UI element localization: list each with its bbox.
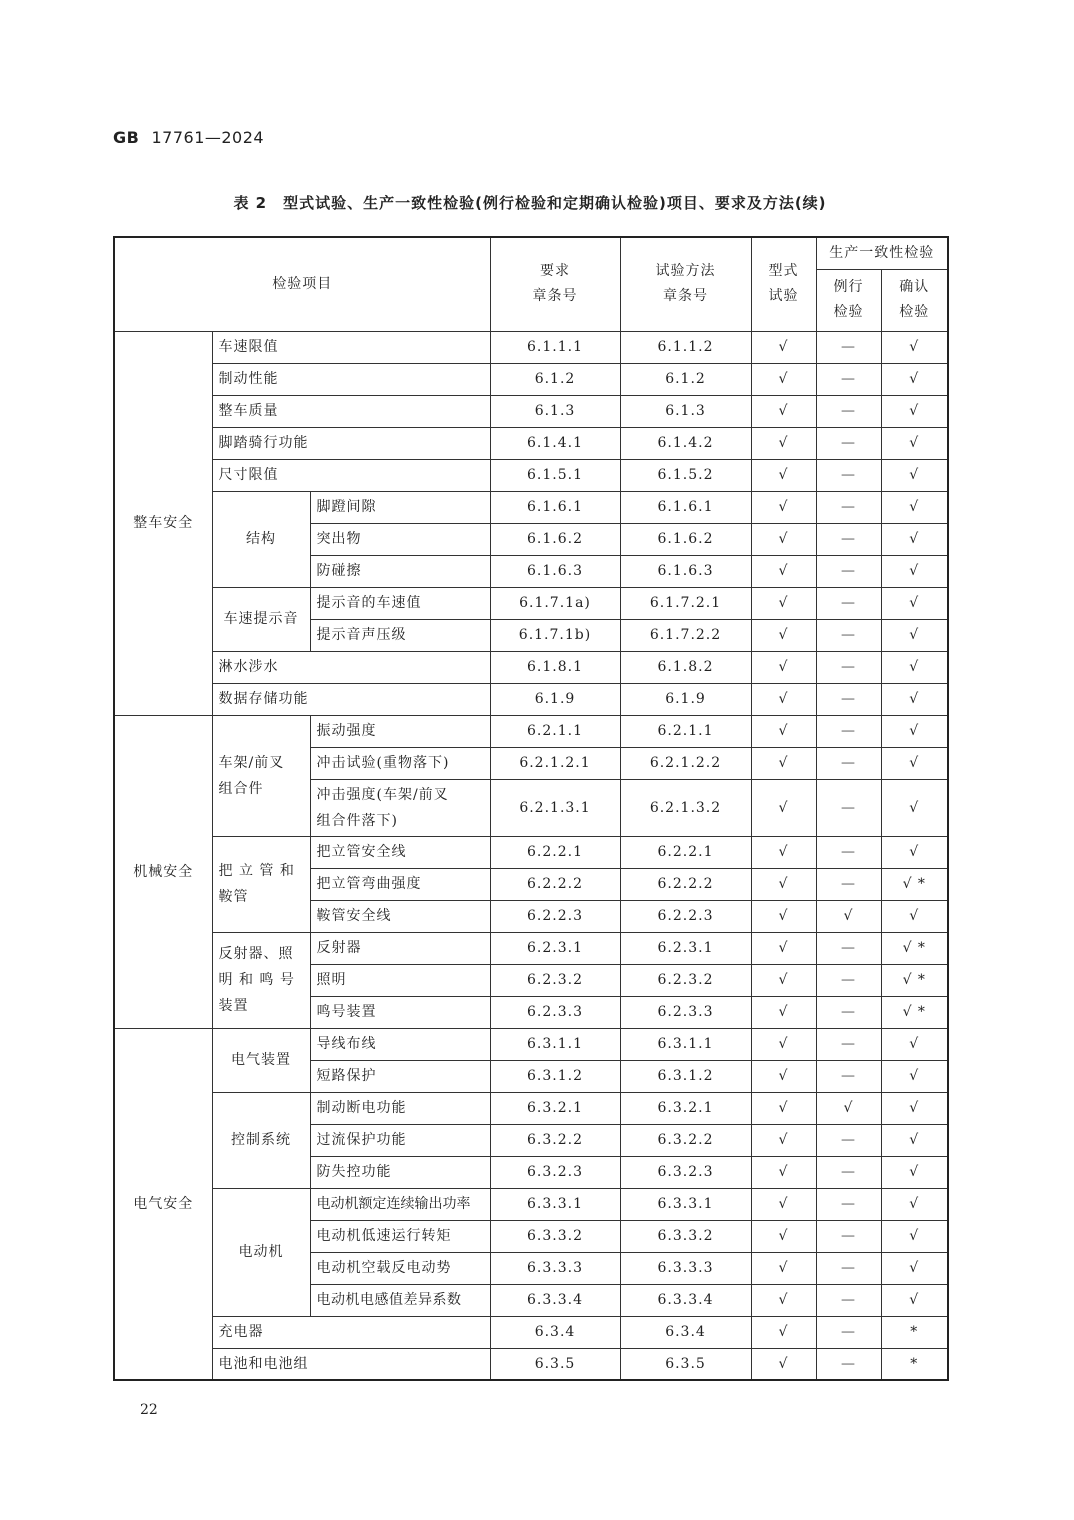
type-test-mark: √ <box>751 587 816 619</box>
routine-mark: — <box>816 683 881 715</box>
item-name: 提示音的车速值 <box>310 587 490 619</box>
method-clause: 6.1.7.2.2 <box>620 619 751 651</box>
method-clause: 6.3.4 <box>620 1316 751 1348</box>
table-row <box>114 427 948 459</box>
table-row <box>114 1316 948 1348</box>
table-header <box>114 237 948 331</box>
subcategory-reflector-lighting: 反射器、照 明 和 鸣 号 装置 <box>212 932 310 1028</box>
method-clause: 6.1.1.2 <box>620 331 751 363</box>
item-name: 过流保护功能 <box>310 1124 490 1156</box>
type-test-mark: √ <box>751 395 816 427</box>
confirm-mark: √ <box>881 459 948 491</box>
type-test-mark: √ <box>751 1124 816 1156</box>
item-name: 突出物 <box>310 523 490 555</box>
req-clause: 6.2.3.3 <box>490 996 620 1028</box>
item-name: 尺寸限值 <box>212 459 490 491</box>
req-clause: 6.1.4.1 <box>490 427 620 459</box>
method-clause: 6.1.6.2 <box>620 523 751 555</box>
routine-mark: — <box>816 1252 881 1284</box>
item-name: 电动机额定连续输出功率 <box>310 1188 490 1220</box>
method-clause: 6.2.1.2.2 <box>620 747 751 779</box>
method-clause: 6.1.6.3 <box>620 555 751 587</box>
method-clause: 6.3.2.3 <box>620 1156 751 1188</box>
type-test-mark: √ <box>751 1188 816 1220</box>
confirm-mark: √ <box>881 619 948 651</box>
routine-mark: — <box>816 331 881 363</box>
type-test-mark: √ <box>751 1060 816 1092</box>
item-name: 把立管弯曲强度 <box>310 868 490 900</box>
req-clause: 6.1.5.1 <box>490 459 620 491</box>
table-row <box>114 1028 948 1060</box>
method-clause: 6.2.3.3 <box>620 996 751 1028</box>
subcategory-electrical-device: 电气装置 <box>212 1028 310 1092</box>
req-clause: 6.1.7.1a) <box>490 587 620 619</box>
req-clause: 6.3.2.3 <box>490 1156 620 1188</box>
confirm-mark: √ <box>881 587 948 619</box>
table-row <box>114 932 948 964</box>
table-row <box>114 1348 948 1380</box>
req-clause: 6.3.2.1 <box>490 1092 620 1124</box>
routine-mark: — <box>816 587 881 619</box>
confirm-mark: √ <box>881 331 948 363</box>
item-name: 脚踏骑行功能 <box>212 427 490 459</box>
table-caption: 表 2 型式试验、生产一致性检验(例行检验和定期确认检验)项目、要求及方法(续) <box>233 194 827 212</box>
type-test-mark: √ <box>751 779 816 836</box>
item-name: 防失控功能 <box>310 1156 490 1188</box>
type-test-mark: √ <box>751 427 816 459</box>
routine-mark: — <box>816 523 881 555</box>
method-clause: 6.3.3.3 <box>620 1252 751 1284</box>
type-test-mark: √ <box>751 1284 816 1316</box>
table-row <box>114 331 948 363</box>
routine-mark: — <box>816 715 881 747</box>
confirm-mark: √ <box>881 747 948 779</box>
method-clause: 6.2.1.1 <box>620 715 751 747</box>
routine-mark: — <box>816 836 881 868</box>
item-name: 电池和电池组 <box>212 1348 490 1380</box>
confirm-mark: √ <box>881 900 948 932</box>
type-test-mark: √ <box>751 1316 816 1348</box>
item-name: 整车质量 <box>212 395 490 427</box>
item-name: 电动机空载反电动势 <box>310 1252 490 1284</box>
routine-mark: — <box>816 747 881 779</box>
type-test-mark: √ <box>751 747 816 779</box>
table-row <box>114 395 948 427</box>
method-clause: 6.1.8.2 <box>620 651 751 683</box>
type-test-mark: √ <box>751 1220 816 1252</box>
req-clause: 6.1.8.1 <box>490 651 620 683</box>
confirm-mark: √ * <box>881 964 948 996</box>
confirm-mark: √ <box>881 1092 948 1124</box>
type-test-mark: √ <box>751 619 816 651</box>
type-test-mark: √ <box>751 1348 816 1380</box>
req-clause: 6.2.1.3.1 <box>490 779 620 836</box>
item-name: 鞍管安全线 <box>310 900 490 932</box>
subcategory-structure: 结构 <box>212 491 310 587</box>
type-test-mark: √ <box>751 491 816 523</box>
type-test-mark: √ <box>751 651 816 683</box>
confirm-mark: √ <box>881 523 948 555</box>
req-clause: 6.3.4 <box>490 1316 620 1348</box>
routine-mark: — <box>816 395 881 427</box>
req-clause: 6.2.2.1 <box>490 836 620 868</box>
confirm-mark: √ <box>881 1188 948 1220</box>
req-clause: 6.1.2 <box>490 363 620 395</box>
header-routine: 例行 检验 <box>816 269 881 331</box>
req-clause: 6.1.9 <box>490 683 620 715</box>
confirm-mark: √ * <box>881 868 948 900</box>
type-test-mark: √ <box>751 900 816 932</box>
confirm-mark: √ <box>881 1284 948 1316</box>
table-row <box>114 715 948 747</box>
routine-mark: — <box>816 996 881 1028</box>
routine-mark: — <box>816 555 881 587</box>
item-name: 电动机电感值差异系数 <box>310 1284 490 1316</box>
req-clause: 6.1.1.1 <box>490 331 620 363</box>
table-row <box>114 683 948 715</box>
subcategory-stem-seatpost: 把 立 管 和 鞍管 <box>212 836 310 932</box>
type-test-mark: √ <box>751 964 816 996</box>
confirm-mark: √ <box>881 1220 948 1252</box>
table-row <box>114 587 948 619</box>
routine-mark: — <box>816 964 881 996</box>
item-name: 电动机低速运行转矩 <box>310 1220 490 1252</box>
method-clause: 6.3.1.2 <box>620 1060 751 1092</box>
method-clause: 6.3.2.1 <box>620 1092 751 1124</box>
confirm-mark: √ <box>881 1060 948 1092</box>
routine-mark: — <box>816 932 881 964</box>
routine-mark: — <box>816 1188 881 1220</box>
method-clause: 6.1.4.2 <box>620 427 751 459</box>
req-clause: 6.2.1.2.1 <box>490 747 620 779</box>
category-vehicle-safety: 整车安全 <box>114 331 212 715</box>
req-clause: 6.2.2.3 <box>490 900 620 932</box>
routine-mark: — <box>816 619 881 651</box>
header-confirm: 确认 检验 <box>881 269 948 331</box>
header-req: 要求 章条号 <box>490 237 620 331</box>
method-clause: 6.3.3.4 <box>620 1284 751 1316</box>
table-row <box>114 836 948 868</box>
header-conformity: 生产一致性检验 <box>816 237 948 269</box>
item-name: 防碰擦 <box>310 555 490 587</box>
confirm-mark: √ <box>881 1124 948 1156</box>
method-clause: 6.2.2.1 <box>620 836 751 868</box>
type-test-mark: √ <box>751 996 816 1028</box>
type-test-mark: √ <box>751 836 816 868</box>
routine-mark: — <box>816 1284 881 1316</box>
page-number: 22 <box>140 1402 158 1418</box>
item-name: 制动性能 <box>212 363 490 395</box>
item-name: 车速限值 <box>212 331 490 363</box>
routine-mark: — <box>816 1028 881 1060</box>
confirm-mark: * <box>881 1348 948 1380</box>
routine-mark: — <box>816 868 881 900</box>
type-test-mark: √ <box>751 715 816 747</box>
method-clause: 6.2.2.2 <box>620 868 751 900</box>
req-clause: 6.3.3.3 <box>490 1252 620 1284</box>
type-test-mark: √ <box>751 1252 816 1284</box>
method-clause: 6.1.2 <box>620 363 751 395</box>
header-method: 试验方法 章条号 <box>620 237 751 331</box>
confirm-mark: √ <box>881 427 948 459</box>
req-clause: 6.3.2.2 <box>490 1124 620 1156</box>
routine-mark: √ <box>816 900 881 932</box>
req-clause: 6.2.1.1 <box>490 715 620 747</box>
subcategory-frame-fork: 车架/前叉 组合件 <box>212 715 310 836</box>
routine-mark: — <box>816 427 881 459</box>
routine-mark: — <box>816 1220 881 1252</box>
req-clause: 6.3.5 <box>490 1348 620 1380</box>
req-clause: 6.3.1.1 <box>490 1028 620 1060</box>
req-clause: 6.2.3.2 <box>490 964 620 996</box>
subcategory-speed-tone: 车速提示音 <box>212 587 310 651</box>
type-test-mark: √ <box>751 1092 816 1124</box>
confirm-mark: * <box>881 1316 948 1348</box>
item-name: 照明 <box>310 964 490 996</box>
req-clause: 6.1.3 <box>490 395 620 427</box>
category-mechanical-safety: 机械安全 <box>114 715 212 1028</box>
req-clause: 6.1.6.1 <box>490 491 620 523</box>
item-name: 数据存储功能 <box>212 683 490 715</box>
type-test-mark: √ <box>751 868 816 900</box>
subcategory-control-system: 控制系统 <box>212 1092 310 1188</box>
routine-mark: — <box>816 779 881 836</box>
confirm-mark: √ * <box>881 996 948 1028</box>
type-test-mark: √ <box>751 683 816 715</box>
confirm-mark: √ <box>881 836 948 868</box>
req-clause: 6.1.6.3 <box>490 555 620 587</box>
confirm-mark: √ <box>881 683 948 715</box>
method-clause: 6.3.2.2 <box>620 1124 751 1156</box>
table-row <box>114 491 948 523</box>
category-electrical-safety: 电气安全 <box>114 1028 212 1380</box>
routine-mark: — <box>816 1156 881 1188</box>
routine-mark: — <box>816 1348 881 1380</box>
confirm-mark: √ <box>881 715 948 747</box>
method-clause: 6.1.6.1 <box>620 491 751 523</box>
item-name: 振动强度 <box>310 715 490 747</box>
method-clause: 6.3.3.1 <box>620 1188 751 1220</box>
method-clause: 6.3.1.1 <box>620 1028 751 1060</box>
req-clause: 6.3.3.2 <box>490 1220 620 1252</box>
method-clause: 6.3.5 <box>620 1348 751 1380</box>
table-row <box>114 651 948 683</box>
routine-mark: — <box>816 491 881 523</box>
method-clause: 6.2.1.3.2 <box>620 779 751 836</box>
confirm-mark: √ <box>881 395 948 427</box>
confirm-mark: √ * <box>881 932 948 964</box>
routine-mark: — <box>816 651 881 683</box>
type-test-mark: √ <box>751 1156 816 1188</box>
req-clause: 6.2.2.2 <box>490 868 620 900</box>
confirm-mark: √ <box>881 651 948 683</box>
header-type-test: 型式 试验 <box>751 237 816 331</box>
method-clause: 6.3.3.2 <box>620 1220 751 1252</box>
confirm-mark: √ <box>881 363 948 395</box>
req-clause: 6.3.1.2 <box>490 1060 620 1092</box>
method-clause: 6.2.3.1 <box>620 932 751 964</box>
item-name: 鸣号装置 <box>310 996 490 1028</box>
item-name: 充电器 <box>212 1316 490 1348</box>
method-clause: 6.2.3.2 <box>620 964 751 996</box>
method-clause: 6.1.7.2.1 <box>620 587 751 619</box>
routine-mark: √ <box>816 1092 881 1124</box>
type-test-mark: √ <box>751 363 816 395</box>
type-test-mark: √ <box>751 331 816 363</box>
confirm-mark: √ <box>881 779 948 836</box>
item-name: 冲击试验(重物落下) <box>310 747 490 779</box>
type-test-mark: √ <box>751 459 816 491</box>
method-clause: 6.1.9 <box>620 683 751 715</box>
req-clause: 6.3.3.4 <box>490 1284 620 1316</box>
routine-mark: — <box>816 1060 881 1092</box>
table-row <box>114 1188 948 1220</box>
item-name: 短路保护 <box>310 1060 490 1092</box>
type-test-mark: √ <box>751 932 816 964</box>
standard-number <box>113 128 264 147</box>
confirm-mark: √ <box>881 555 948 587</box>
inspection-table <box>113 236 949 1381</box>
table-row <box>114 459 948 491</box>
item-name: 脚蹬间隙 <box>310 491 490 523</box>
item-name: 淋水涉水 <box>212 651 490 683</box>
req-clause: 6.1.6.2 <box>490 523 620 555</box>
confirm-mark: √ <box>881 1156 948 1188</box>
method-clause: 6.1.5.2 <box>620 459 751 491</box>
header-item: 检验项目 <box>114 237 490 331</box>
table-body <box>114 331 948 1380</box>
confirm-mark: √ <box>881 491 948 523</box>
type-test-mark: √ <box>751 1028 816 1060</box>
standard-code: 17761—2024 <box>151 128 265 147</box>
table-row <box>114 363 948 395</box>
confirm-mark: √ <box>881 1252 948 1284</box>
routine-mark: — <box>816 459 881 491</box>
method-clause: 6.1.3 <box>620 395 751 427</box>
item-name: 冲击强度(车架/前叉 组合件落下) <box>310 779 490 836</box>
req-clause: 6.2.3.1 <box>490 932 620 964</box>
table-row <box>114 1092 948 1124</box>
item-name: 把立管安全线 <box>310 836 490 868</box>
routine-mark: — <box>816 1124 881 1156</box>
confirm-mark: √ <box>881 1028 948 1060</box>
subcategory-motor: 电动机 <box>212 1188 310 1316</box>
req-clause: 6.1.7.1b) <box>490 619 620 651</box>
routine-mark: — <box>816 363 881 395</box>
type-test-mark: √ <box>751 523 816 555</box>
item-name: 制动断电功能 <box>310 1092 490 1124</box>
routine-mark: — <box>816 1316 881 1348</box>
standard-prefix: GB <box>113 128 140 147</box>
item-name: 反射器 <box>310 932 490 964</box>
req-clause: 6.3.3.1 <box>490 1188 620 1220</box>
item-name: 导线布线 <box>310 1028 490 1060</box>
item-name: 提示音声压级 <box>310 619 490 651</box>
type-test-mark: √ <box>751 555 816 587</box>
method-clause: 6.2.2.3 <box>620 900 751 932</box>
